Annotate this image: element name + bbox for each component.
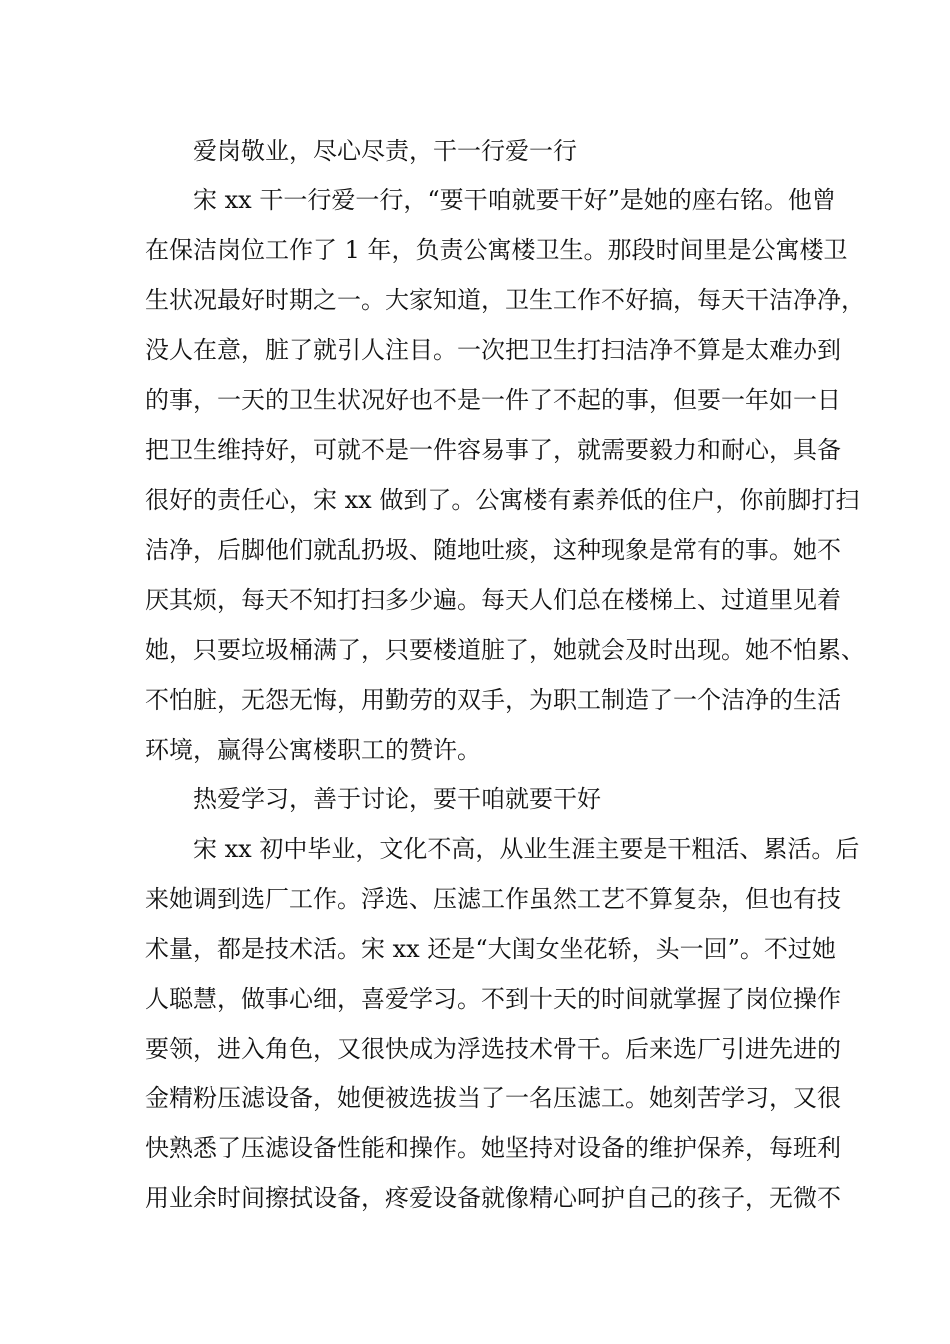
paragraph-line: 把卫生维持好，可就不是一件容易事了，就需要毅力和耐心，具备 bbox=[145, 436, 841, 464]
paragraph-line: 金精粉压滤设备，她便被选拔当了一名压滤工。她刻苦学习，又很 bbox=[145, 1084, 841, 1112]
paragraph-line: 很好的责任心，宋 xx 做到了。公寓楼有素养低的住户，你前脚打扫 bbox=[145, 486, 860, 514]
paragraph-line: 环境，赢得公寓楼职工的赞许。 bbox=[145, 736, 481, 764]
paragraph-line: 她，只要垃圾桶满了，只要楼道脏了，她就会及时出现。她不怕累、 bbox=[145, 636, 865, 664]
paragraph-line: 洁净，后脚他们就乱扔圾、随地吐痰，这种现象是常有的事。她不 bbox=[145, 536, 841, 564]
section-heading-1: 爱岗敬业，尽心尽责，干一行爱一行 bbox=[193, 137, 577, 165]
paragraph-line: 不怕脏，无怨无悔，用勤劳的双手，为职工制造了一个洁净的生活 bbox=[145, 686, 841, 714]
paragraph-line: 人聪慧，做事心细，喜爱学习。不到十天的时间就掌握了岗位操作 bbox=[145, 985, 841, 1013]
paragraph-line: 要领，进入角色，又很快成为浮选技术骨干。后来选厂引进先进的 bbox=[145, 1035, 841, 1063]
paragraph-line: 厌其烦，每天不知打扫多少遍。每天人们总在楼梯上、过道里见着 bbox=[145, 586, 841, 614]
paragraph-line: 的事，一天的卫生状况好也不是一件了不起的事，但要一年如一日 bbox=[145, 386, 841, 414]
paragraph-line: 在保洁岗位工作了 1 年，负责公寓楼卫生。那段时间里是公寓楼卫 bbox=[145, 236, 848, 264]
section-heading-2: 热爱学习，善于讨论，要干咱就要干好 bbox=[193, 785, 601, 813]
paragraph-line: 没人在意，脏了就引人注目。一次把卫生打扫洁净不算是太难办到 bbox=[145, 336, 841, 364]
paragraph-line: 来她调到选厂工作。浮选、压滤工作虽然工艺不算复杂，但也有技 bbox=[145, 885, 841, 913]
paragraph-line: 用业余时间擦拭设备，疼爱设备就像精心呵护自己的孩子，无微不 bbox=[145, 1184, 841, 1212]
paragraph-line: 生状况最好时期之一。大家知道，卫生工作不好搞，每天干洁净净， bbox=[145, 286, 865, 314]
paragraph-line: 快熟悉了压滤设备性能和操作。她坚持对设备的维护保养，每班利 bbox=[145, 1134, 841, 1162]
paragraph-line: 宋 xx 干一行爱一行，“要干咱就要干好”是她的座右铭。他曾 bbox=[193, 186, 836, 214]
paragraph-line: 宋 xx 初中毕业，文化不高，从业生涯主要是干粗活、累活。后 bbox=[193, 835, 860, 863]
paragraph-line: 术量，都是技术活。宋 xx 还是“大闺女坐花轿，头一回”。不过她 bbox=[145, 935, 836, 963]
